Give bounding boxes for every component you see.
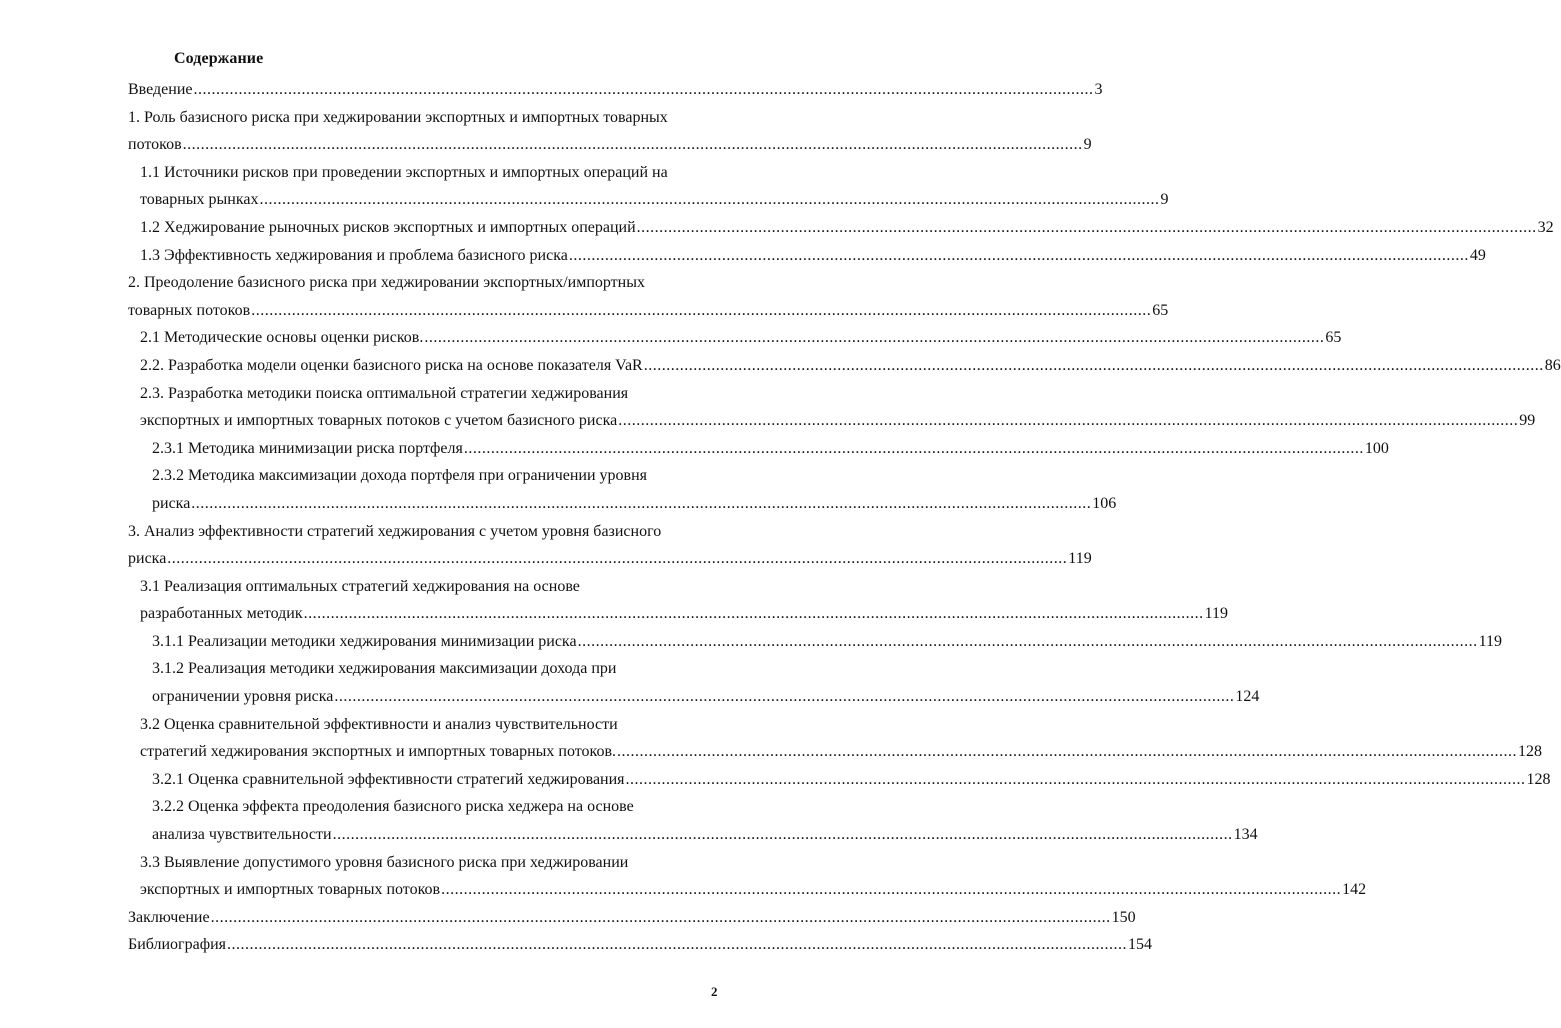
- toc-entry-3-cont[interactable]: риска ........................................................................................................................................................................................................ 119: [128, 545, 722, 573]
- toc-entry-2-3-2[interactable]: 2.3.2 Методика максимизации дохода портфеля при ограничении уровня: [152, 467, 648, 485]
- leader-dots: ........................................................................................................................................................................................................: [259, 191, 1160, 209]
- toc-entry-2-3-1[interactable]: 2.3.1 Методика минимизации риска портфеля ........................................................................................................................................................................................................ 100: [128, 435, 722, 463]
- toc-entry-3-1-1[interactable]: 3.1.1 Реализации методики хеджирования минимизации риска ........................................................................................................................................................................................................ 119: [128, 628, 722, 656]
- toc-entry-3-1-cont[interactable]: разработанных методик ........................................................................................................................................................................................................ 119: [128, 600, 722, 628]
- leader-dots: ........................................................................................................................................................................................................: [303, 605, 1204, 623]
- toc-entry-1-1[interactable]: 1.1 Источники рисков при проведении экспортных и импортных операций на: [140, 163, 668, 181]
- toc-entry-1[interactable]: 1. Роль базисного риска при хеджировании экспортных и импортных товарных: [128, 108, 668, 126]
- leader-dots: ........................................................................................................................................................................................................: [193, 81, 1094, 98]
- leader-dots: ........................................................................................................................................................................................................: [636, 218, 1537, 236]
- leader-dots: ........................................................................................................................................................................................................: [424, 329, 1325, 347]
- leader-dots: ........................................................................................................................................................................................................: [618, 412, 1519, 430]
- toc-entry-3-1-2-cont[interactable]: ограничении уровня риска ........................................................................................................................................................................................................ 124: [128, 683, 722, 711]
- toc-entry-3-2-2-cont[interactable]: анализа чувствительности ........................................................................................................................................................................................................ 134: [128, 821, 722, 849]
- toc-entry-3[interactable]: 3. Анализ эффективности стратегий хеджирования с учетом уровня базисного: [128, 522, 662, 540]
- leader-dots: ........................................................................................................................................................................................................: [227, 936, 1127, 954]
- leader-dots: ........................................................................................................................................................................................................: [334, 688, 1235, 706]
- toc-entry-1-cont[interactable]: потоков ........................................................................................................................................................................................................ 9: [128, 131, 722, 159]
- leader-dots: ........................................................................................................................................................................................................: [182, 136, 1083, 154]
- toc-entry-2-3-cont[interactable]: экспортных и импортных товарных потоков с учетом базисного риска ........................................................................................................................................................................................................ 99: [128, 407, 722, 435]
- leader-dots: ........................................................................................................................................................................................................: [568, 246, 1469, 264]
- toc-entry-2-cont[interactable]: товарных потоков ........................................................................................................................................................................................................ 65: [128, 297, 722, 325]
- toc-entry-3-1[interactable]: 3.1 Реализация оптимальных стратегий хеджирования на основе: [140, 577, 580, 595]
- toc-entry-introduction[interactable]: Введение ........................................................................................................................................................................................................ 3: [128, 76, 722, 104]
- toc-entry-2-3-2-cont[interactable]: риска ........................................................................................................................................................................................................ 106: [128, 490, 722, 518]
- toc-entry-2-3[interactable]: 2.3. Разработка методики поиска оптимальной стратегии хеджирования: [140, 384, 629, 402]
- toc-entry-bibliography[interactable]: Библиография ........................................................................................................................................................................................................ 154: [128, 931, 722, 959]
- toc-entry-3-3-cont[interactable]: экспортных и импортных товарных потоков ........................................................................................................................................................................................................ 142: [128, 876, 722, 904]
- leader-dots: ........................................................................................................................................................................................................: [463, 439, 1364, 457]
- leader-dots: ........................................................................................................................................................................................................: [441, 881, 1342, 899]
- toc-entry-1-1-cont[interactable]: товарных рынках ........................................................................................................................................................................................................ 9: [128, 186, 722, 214]
- toc-entry-1-2[interactable]: 1.2 Хеджирование рыночных рисков экспортных и импортных операций ........................................................................................................................................................................................................ 32: [128, 214, 722, 242]
- toc-entry-3-2-2[interactable]: 3.2.2 Оценка эффекта преодоления базисного риска хеджера на основе: [152, 798, 634, 816]
- leader-dots: ........................................................................................................................................................................................................: [577, 632, 1478, 650]
- toc-entry-3-2-cont[interactable]: стратегий хеджирования экспортных и импортных товарных потоков. ........................................................................................................................................................................................................ 128: [128, 738, 722, 766]
- toc-entry-2-1[interactable]: 2.1 Методические основы оценки рисков. ........................................................................................................................................................................................................ 65: [128, 324, 722, 352]
- toc-entry-2[interactable]: 2. Преодоление базисного риска при хеджировании экспортных/импортных: [128, 274, 645, 292]
- leader-dots: ........................................................................................................................................................................................................: [643, 356, 1544, 374]
- leader-dots: ........................................................................................................................................................................................................: [167, 550, 1068, 568]
- toc-entry-conclusion[interactable]: Заключение ........................................................................................................................................................................................................ 150: [128, 904, 722, 932]
- table-of-contents: [128, 76, 1561, 959]
- toc-entry-3-1-2[interactable]: 3.1.2 Реализация методики хеджирования максимизации дохода при: [152, 660, 617, 678]
- toc-entry-1-3[interactable]: 1.3 Эффективность хеджирования и проблема базисного риска ........................................................................................................................................................................................................ 49: [128, 242, 722, 270]
- toc-entry-3-2-1[interactable]: 3.2.1 Оценка сравнительной эффективности стратегий хеджирования ........................................................................................................................................................................................................ 128: [128, 766, 722, 794]
- leader-dots: ........................................................................................................................................................................................................: [251, 301, 1152, 319]
- toc-entry-3-2[interactable]: 3.2 Оценка сравнительной эффективности и анализ чувствительности: [140, 715, 618, 733]
- leader-dots: ........................................................................................................................................................................................................: [332, 826, 1233, 844]
- leader-dots: ........................................................................................................................................................................................................: [625, 770, 1526, 788]
- leader-dots: ........................................................................................................................................................................................................: [210, 908, 1111, 926]
- leader-dots: ........................................................................................................................................................................................................: [617, 743, 1518, 761]
- toc-title: Содержание: [174, 50, 264, 67]
- leader-dots: ........................................................................................................................................................................................................: [191, 494, 1092, 512]
- toc-entry-3-3[interactable]: 3.3 Выявление допустимого уровня базисного риска при хеджировании: [140, 853, 629, 871]
- page-number: 2: [711, 984, 718, 999]
- toc-entry-2-2[interactable]: 2.2. Разработка модели оценки базисного риска на основе показателя VaR ........................................................................................................................................................................................................ 86: [128, 352, 722, 380]
